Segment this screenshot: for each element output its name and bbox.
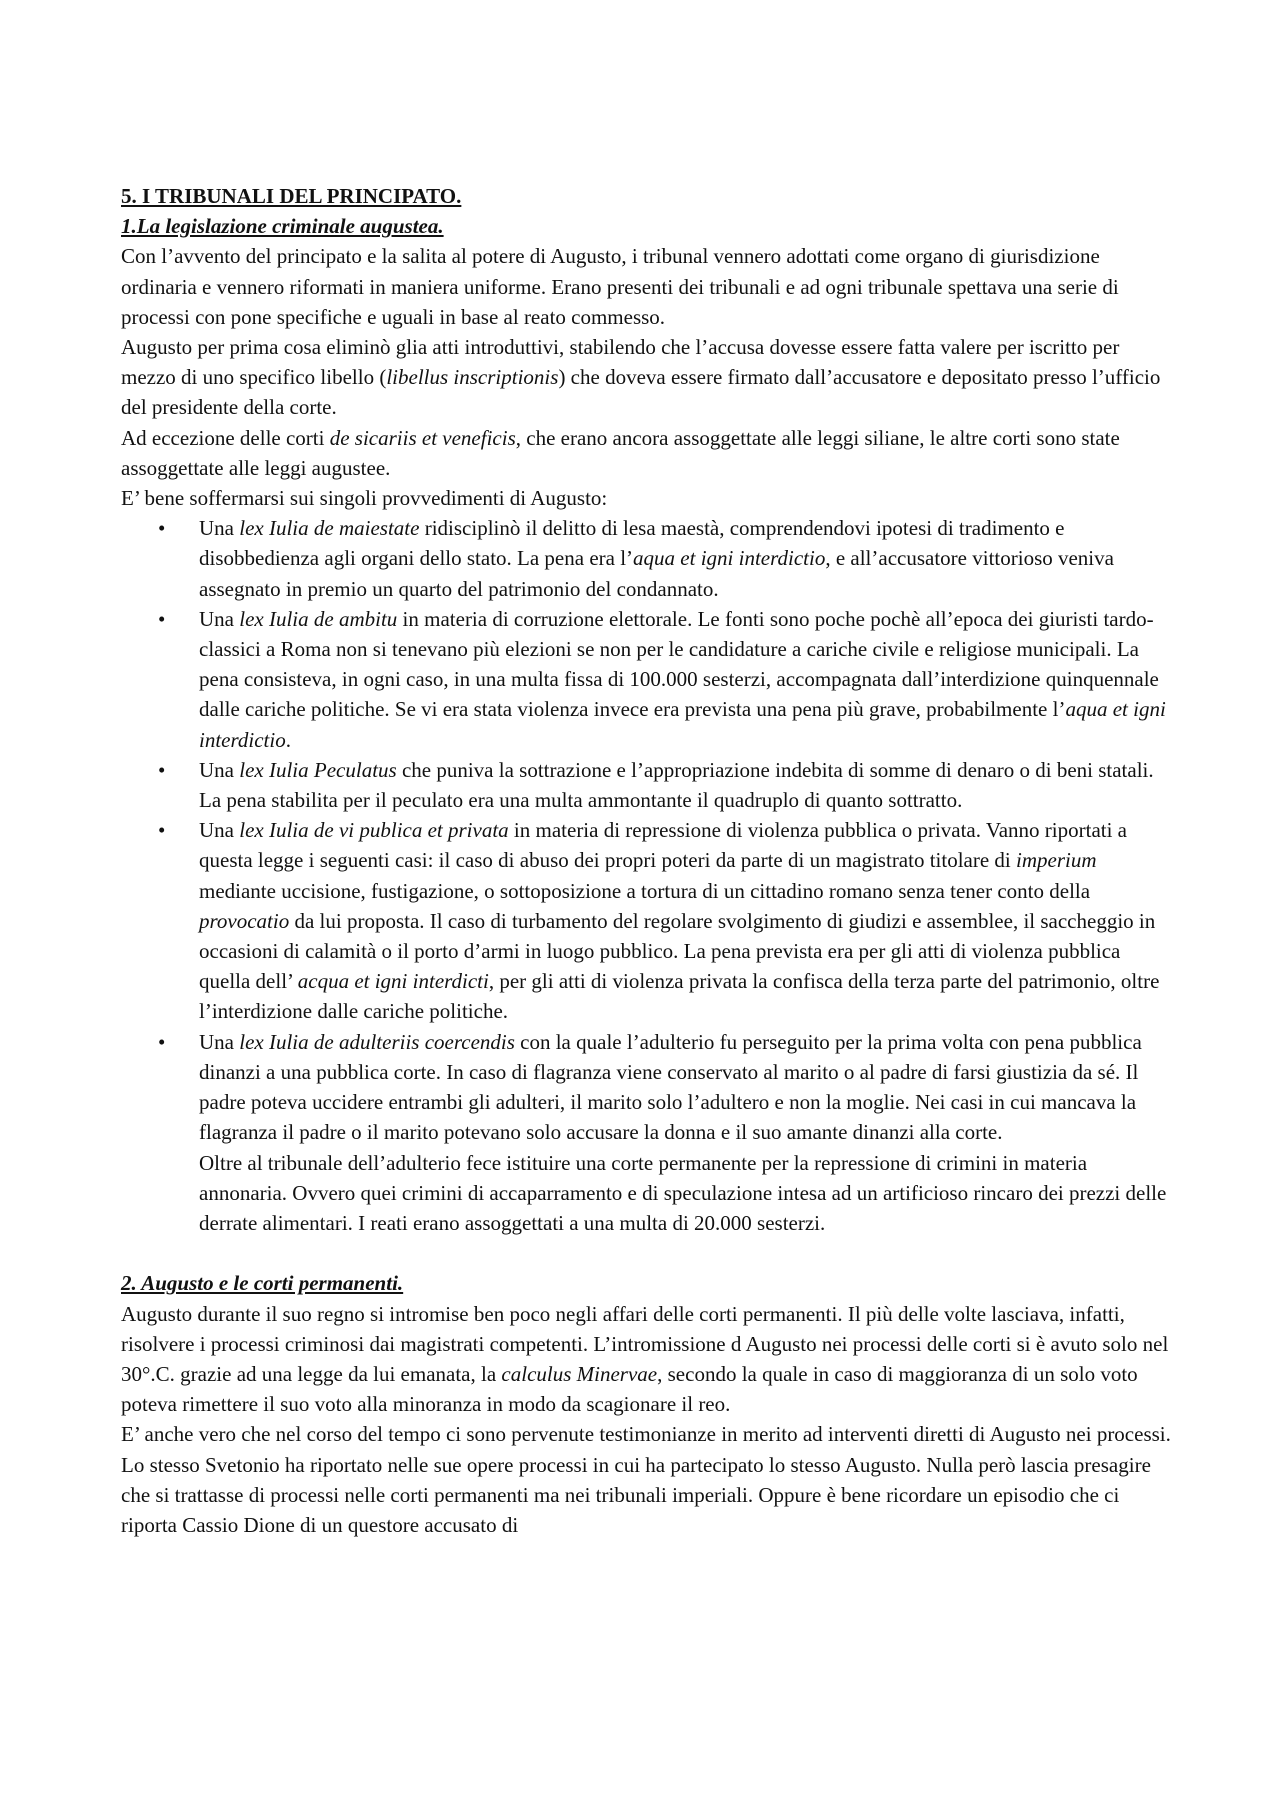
chapter-title: 5. I TRIBUNALI DEL PRINCIPATO. xyxy=(121,184,462,208)
section-1-text xyxy=(121,241,1171,513)
text-run: Oltre al tribunale dell’adulterio fece istituire una corte permanente per la repressione di crimini in materia annonaria. Ovvero quei crimini di accaparramento e di speculazione intesa ad un artificioso rincaro dei prezzi delle derrate alimentari. I reati erano assoggettati a una multa di 20.000 sesterzi. xyxy=(199,1150,1167,1235)
text-run: . xyxy=(285,727,291,752)
text-run: ridisciplinò il delitto di lesa maestà, comprendendovi ipotesi di tradimento e disobbedienza agli organi dello stato. La pena era l’ xyxy=(199,516,1065,571)
latin-term: imperium xyxy=(1016,848,1097,873)
text-run: Una xyxy=(199,818,240,843)
latin-term: aqua et igni interdictio xyxy=(633,546,826,571)
text-run: che puniva la sottrazione e l’appropriazione indebita di somme di denaro o di beni statali. La pena stabilita per il peculato era una multa ammontante il quadruplo di quanto sottratto. xyxy=(199,757,1154,813)
list-item xyxy=(121,604,1171,755)
text-run: in materia di corruzione elettorale. Le fonti sono poche pochè all’epoca dei giuristi tardo-classici a Roma non si tenevano più elezioni se non per le candidature a cariche civile e religiose municipali. La pena consisteva, in ogni caso, in una multa fissa di 100.000 sesterzi, accompagnata dall’interdizione quinquennale dalle cariche politiche. Se vi era stata violenza invece era prevista una pena più grave, probabilmente l’ xyxy=(199,606,1159,722)
paragraph xyxy=(121,483,1171,513)
latin-term: de sicariis et veneficis xyxy=(329,425,516,450)
paragraph xyxy=(121,423,1171,483)
bullet-icon: • xyxy=(158,757,166,782)
text-run: , e all’accusatore vittorioso veniva assegnato in premio un quarto del patrimonio del condannato. xyxy=(199,546,1114,601)
bullet-continuation-paragraph xyxy=(121,1148,1171,1239)
latin-term: acqua et igni interdicti xyxy=(297,969,489,994)
latin-term: lex Iulia de vi publica et privata xyxy=(239,818,509,843)
text-run: , per gli atti di violenza privata la confisca della terza parte del patrimonio, oltre l’interdizione dalle cariche politiche. xyxy=(199,969,1160,1024)
document-body xyxy=(121,181,1171,1540)
latin-term: provocatio xyxy=(199,908,290,933)
section-2-text xyxy=(121,1299,1171,1541)
text-run: , secondo la quale in caso di maggioranza di un solo voto poteva rimettere il suo voto alla minoranza in modo da scagionare il reo. xyxy=(121,1361,1138,1417)
section-1-title: 1.La legislazione criminale augustea. xyxy=(121,214,444,239)
list-item xyxy=(121,513,1171,604)
latin-term: lex Iulia de adulteriis coercendis xyxy=(239,1029,515,1054)
text-run: mediante uccisione, fustigazione, o sottoposizione a tortura di un cittadino romano senza tener conto della xyxy=(199,878,1091,903)
latin-term: calculus Minervae xyxy=(501,1361,658,1386)
bullet-icon: • xyxy=(158,516,166,541)
text-run: Augusto durante il suo regno si intromise ben poco negli affari delle corti permanenti. Il più delle volte lasciava, infatti, risolvere i processi criminosi dai magistrati competenti. L’intromissione d Augusto nei processi delle corti si è avuto solo nel 30°.C. grazie ad una legge da lui emanata, la xyxy=(121,1301,1169,1386)
text-run: Una xyxy=(199,1029,240,1054)
list-item xyxy=(121,1027,1171,1148)
list-item xyxy=(121,815,1171,1026)
latin-term: aqua et igni interdictio xyxy=(199,697,1166,752)
text-run: E’ anche vero che nel corso del tempo ci sono pervenute testimonianze in merito ad interventi diretti di Augusto nei processi. Lo stesso Svetonio ha riportato nelle sue opere processi in cui ha partecipato lo stesso Augusto. Nulla però lascia presagire che si trattasse di processi nelle corti permanenti ma nei tribunali imperiali. Oppure è bene ricordare un episodio che ci riporta Cassio Dione di un questore accusato di xyxy=(121,1422,1171,1537)
latin-term: lex Iulia de ambitu xyxy=(239,606,398,631)
text-run: da lui proposta. Il caso di turbamento del regolare svolgimento di giudizi e assemblee, il saccheggio in occasioni di calamità o il porto d’armi in luogo pubblico. La pena prevista era per gli atti di violenza pubblica quella dell’ xyxy=(199,908,1156,994)
text-run: Augusto per prima cosa eliminò glia atti introduttivi, stabilendo che l’accusa dovesse essere fatta valere per iscritto per mezzo di uno specifico libello ( xyxy=(121,335,1120,390)
blank-line xyxy=(121,1238,1171,1268)
text-run: in materia di repressione di violenza pubblica o privata. Vanno riportati a questa legge i seguenti casi: il caso di abuso dei propri poteri da parte di un magistrato titolare di xyxy=(199,818,1128,873)
bullet-icon: • xyxy=(158,1029,166,1054)
latin-term: lex Iulia Peculatus xyxy=(239,757,397,782)
paragraph xyxy=(121,241,1171,332)
paragraph xyxy=(121,1419,1171,1540)
text-run: Una xyxy=(199,516,240,541)
text-run: , che erano ancora assoggettate alle leggi siliane, le altre corti sono state assoggettate alle leggi augustee. xyxy=(121,425,1120,480)
list-item xyxy=(121,755,1171,815)
paragraph xyxy=(121,332,1171,423)
text-run: Una xyxy=(199,757,240,782)
text-run: E’ bene soffermarsi sui singoli provvedimenti di Augusto: xyxy=(121,486,608,511)
bullet-icon: • xyxy=(158,818,166,843)
text-run: Ad eccezione delle corti xyxy=(121,425,330,450)
latin-term: lex Iulia de maiestate xyxy=(239,516,420,541)
text-run: con la quale l’adulterio fu perseguito per la prima volta con pena pubblica dinanzi a una pubblica corte. In caso di flagranza viene conservato al marito o al padre di farsi giustizia da sé. Il padre poteva uccidere entrambi gli adulteri, il marito solo l’adultero e non la moglie. Nei casi in cui mancava la flagranza il padre o il marito potevano solo accusare la donna e il suo amante dinanzi alla corte. xyxy=(199,1029,1142,1145)
text-run: Con l’avvento del principato e la salita al potere di Augusto, i tribunal vennero adottati come organo di giurisdizione ordinaria e vennero riformati in maniera uniforme. Erano presenti dei tribunali e ad ogni tribunale spettava una serie di processi con pone specifiche e uguali in base al reato commesso. xyxy=(121,244,1119,329)
text-run: Una xyxy=(199,606,240,631)
bullet-icon: • xyxy=(158,606,166,631)
section-2-title: 2. Augusto e le corti permanenti. xyxy=(121,1271,404,1296)
text-run: ) che doveva essere firmato dall’accusatore e depositato presso l’ufficio del presidente della corte. xyxy=(121,365,1161,420)
laws-list xyxy=(121,513,1171,1147)
latin-term: libellus inscriptionis xyxy=(386,365,559,390)
paragraph xyxy=(121,1299,1171,1420)
